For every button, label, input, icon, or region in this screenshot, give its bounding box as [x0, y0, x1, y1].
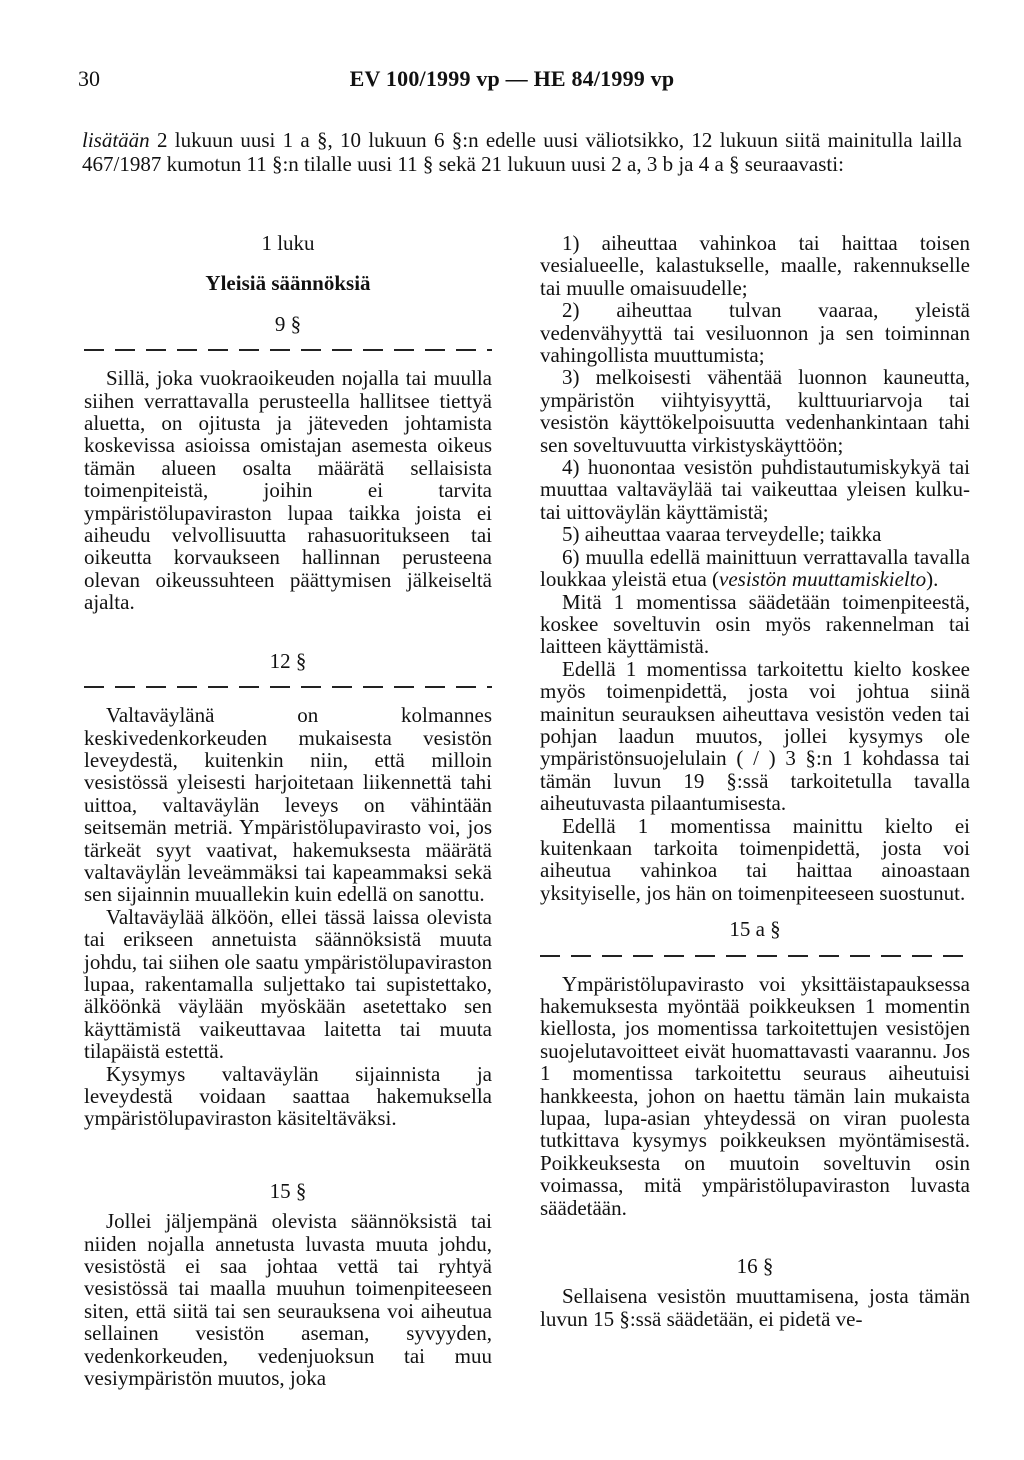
section-15-heading: 15 § [269, 1178, 307, 1203]
intro-paragraph [82, 128, 962, 176]
section-12-paragraph-2: Valtaväylää älköön, ellei tässä laissa olevista tai erikseen annetuista säännöksistä muuta johdu, tai siihen ole saatu ympäristölupaviraston lupaa, rakentamalla suljettako tai supistettako, älköönkä väylään myöskään asetettako sen käyttämistä vaikeuttavaa laitetta tai muuta tilapäistä estettä. [84, 904, 492, 1064]
list-item-6-text: 6) muulla edellä mainittuun verrattavalla tavalla loukkaa yleistä etua ( [540, 544, 970, 592]
left-column [84, 232, 492, 1389]
section-12-paragraph-1: Valtaväylänä on kolmannes keskivedenkorkeuden mukaisesta vesistön leveydestä, kuitenkin niin, että milloin vesistössä yleisesti harjoitetaan liikennettä tahi uittoa, valtaväylän leveys on vähintään seitsemän metriä. Ympäristölupavirasto voi, jos tärkeät syyt vaativat, hakemuksesta määrätä valtaväylän leveämmäksi tai kapeammaksi sekä sen sijainnin muuallekin kuin edellä on sanottu. [84, 703, 492, 907]
paragraph-mita: Mitä 1 momentissa säädetään toimenpiteestä, koskee soveltuvin osin myös rakennelman tai laitteen käyttämistä. [540, 589, 970, 659]
list-item-3: 3) melkoisesti vähentää luonnon kauneutta, ympäristön viihtyisyyttä, kulttuuriarvoja tai vesistön käyttökelpoisuutta vedenhankintaan tahi sen soveltuvuutta virkistyskäyttöön; [540, 365, 970, 457]
section-15-text: Jollei jäljempänä olevista säännöksistä tai niiden nojalla annetusta luvasta muuta johdu, vesistöstä ei saa johtaa vettä tai ryhtyä vesistössä tai maalla muuhun toimenpiteeseen siten, että siitä tai sen seurauksena voi aiheutua sellainen vesistön aseman, syvyyden, vedenkorkeuden, vedenjuoksun tai muu vesiympäristön muutos, joka [84, 1209, 492, 1391]
list-item-2: 2) aiheuttaa tulvan vaaraa, yleistä vedenvähyyttä tai vesiluonnon ja sen toiminnan vahingollista muuttumista; [540, 298, 970, 368]
section-12-paragraph-3: Kysymys valtaväylän sijainnista ja leveydestä voidaan saattaa hakemuksella ympäristölupaviraston käsiteltäväksi. [84, 1061, 492, 1131]
paragraph-edella-1: Edellä 1 momentissa tarkoitettu kielto koskee myös toimenpidettä, josta voi johtua siinä mainitun seurauksen aiheuttava vesistön veden tai pohjan laadun muutos, jollei kysymys ole ympäristönsuojelulain ( / ) 3 §:n 1 kohdassa tai tämän luvun 19 §:ssä tarkoitetulla tavalla aiheutuvasta pilaantumisesta. [540, 656, 970, 816]
list-item-4: 4) huonontaa vesistön puhdistautumiskykyä tai muuttaa valtaväylää tai vaikeuttaa yleisen kulku- tai uittoväylän käyttämistä; [540, 455, 970, 524]
running-header: EV 100/1999 vp — HE 84/1999 vp [349, 66, 675, 91]
list-item-6-end: ). [926, 567, 939, 592]
section-16-heading: 16 § [736, 1254, 774, 1279]
omission-dashes [540, 949, 970, 963]
section-9-text: Sillä, joka vuokraoikeuden nojalla tai muulla siihen verrattavalla perusteella hallitsee tiettyä aluetta, on ojitusta ja jäteveden johtamista koskevissa asioissa omistajan asemesta oikeus tämän alueen osalta määrätä sellaisista toimenpiteistä, joihin ei tarvita ympäristölupaviraston lupaa taikka joista ei aiheudu velvollisuutta rahasuoritukseen tai oikeutta korvaukseen hallinnan perusteena olevan oikeussuhteen päättymisen jälkeiseltä ajalta. [84, 366, 492, 615]
list-item-1: 1) aiheuttaa vahinkoa tai haittaa toisen vesialueelle, kalastukselle, maalle, rakennukselle tai muulle omaisuudelle; [540, 231, 970, 300]
intro-lead: lisätään [82, 128, 150, 152]
section-16-text: Sellaisena vesistön muuttamisena, josta tämän luvun 15 §:ssä säädetään, ei pidetä ve- [540, 1284, 970, 1331]
section-12-heading: 12 § [269, 648, 307, 673]
section-9-heading: 9 § [274, 311, 302, 336]
omission-dashes [84, 680, 492, 694]
right-column [540, 232, 970, 1330]
section-15a-text: Ympäristölupavirasto voi yksittäistapauksessa hakemuksesta myöntää poikkeuksen 1 momentin kiellosta, jos momentissa tarkoitettujen vesistöjen suojelutavoitteet eivät huomattavasti vaarannu. Jos 1 momentissa tarkoitettu seuraus aiheutuisi hankkeesta, johon on haettu tämän lain mukaista lupaa, lupa-asian yhteydessä on viran puolesta tutkittava kysymys poikkeuksen myöntämisestä. Poikkeuksesta on muutoin soveltuvin osin voimassa, mitä ympäristölupaviraston luvasta säädetään. [540, 971, 970, 1220]
section-15a-heading: 15 a § [729, 917, 781, 942]
list-item-6 [540, 546, 970, 591]
list-item-5: 5) aiheuttaa vaaraa terveydelle; taikka [562, 522, 882, 547]
intro-text: 2 lukuun uusi 1 a §, 10 lukuun 6 §:n edelle uusi väliotsikko, 12 lukuun siitä mainitulla lailla 467/1987 kumotun 11 §:n tilalle uusi 11 § sekä 21 lukuun uusi 2 a, 3 b ja 4 a § seuraavasti: [82, 128, 962, 176]
omission-dashes [84, 343, 492, 357]
chapter-number: 1 luku [261, 231, 315, 255]
chapter-title: Yleisiä säännöksiä [205, 271, 371, 296]
defined-term: vesistön muuttamiskielto [719, 567, 927, 592]
page-number: 30 [78, 66, 100, 91]
paragraph-edella-2: Edellä 1 momentissa mainittu kielto ei kuitenkaan tarkoita toimenpidettä, josta voi aiheutua vahinkoa tai haittaa ainoastaan yksityiselle, jos hän on toimenpiteeseen suostunut. [540, 813, 970, 905]
